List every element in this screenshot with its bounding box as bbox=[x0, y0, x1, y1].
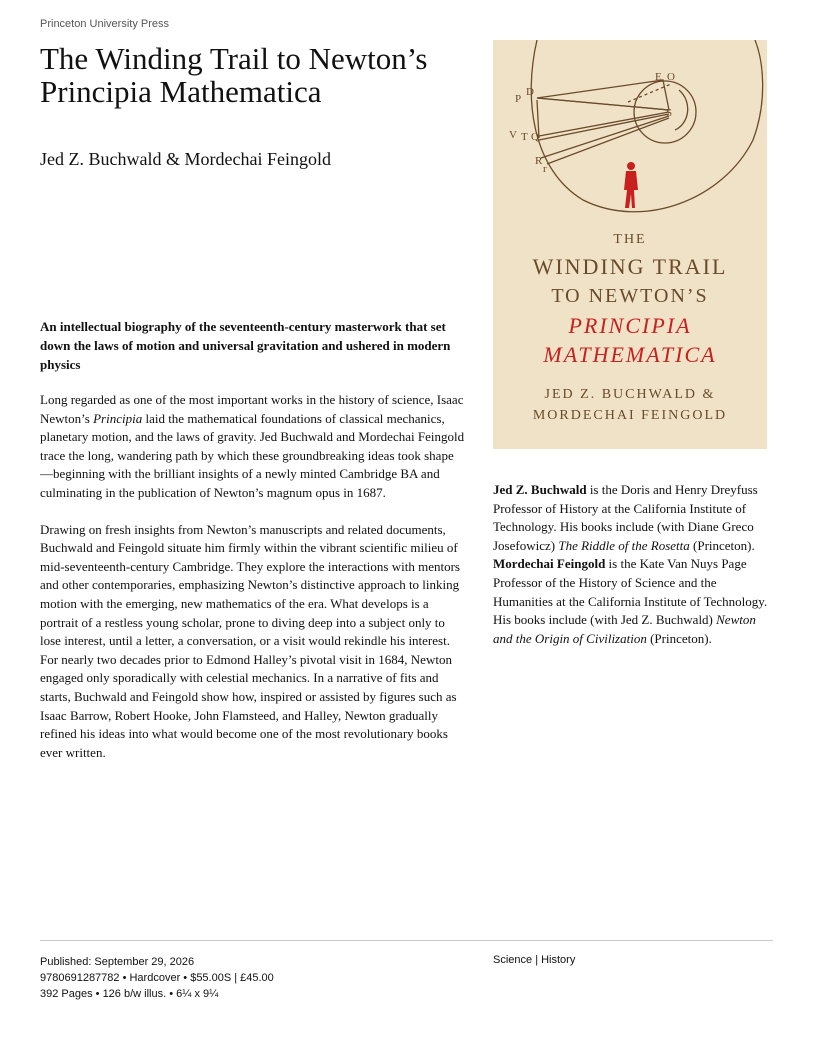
principia-italic: Principia bbox=[93, 410, 143, 426]
cover-label-o: O bbox=[667, 71, 675, 83]
book-authors: Jed Z. Buchwald & Mordechai Feingold bbox=[40, 149, 331, 169]
book-description bbox=[40, 391, 465, 780]
cover-title-line-3: PRINCIPIA bbox=[568, 313, 692, 338]
book-title: The Winding Trail to Newton’s Principia Mathematica bbox=[40, 41, 428, 109]
cover-the: THE bbox=[613, 232, 647, 247]
walking-figure-icon bbox=[624, 162, 638, 208]
cover-title-line-4: MATHEMATICA bbox=[543, 342, 717, 367]
publication-details bbox=[40, 954, 274, 1002]
orbit-diagram bbox=[493, 40, 767, 230]
publication-date: Published: September 29, 2026 bbox=[40, 956, 195, 968]
cover-title-line-1: WINDING TRAIL bbox=[532, 254, 728, 279]
book-title-2: Newton and the Origin of Civilization bbox=[493, 612, 756, 646]
description-paragraph-1: Long regarded as one of the most important works in the history of science, Isaac Newton’s Principia laid the mathematical foundations of classical mechanics, planetary motion, and the laws of gravity. Jed Buchwald and Mordechai Feingold trace the long, wandering path by which these groundbreaking ideas took shape—beginning with the brilliant insights of a newly minted Cambridge BA and culminating in the publication of Newton’s magnum opus in 1687. bbox=[40, 392, 465, 500]
subject-categories: Science | History bbox=[493, 954, 576, 966]
book-subtitle: An intellectual biography of the seventeenth-century masterwork that set down the laws of motion and universal gravitation and ushered in modern physics bbox=[40, 319, 451, 372]
cover-label-q: Q bbox=[531, 131, 539, 143]
cover-label-e: E bbox=[655, 71, 662, 83]
cover-title-line-2: TO NEWTON’S bbox=[551, 285, 709, 307]
cover-label-d: D bbox=[526, 86, 534, 98]
cover-label-v: V bbox=[509, 129, 517, 141]
cover-label-s: S bbox=[666, 107, 673, 119]
description-paragraph-2: Drawing on fresh insights from Newton’s manuscripts and related documents, Buchwald and Feingold situate him firmly within the vibrant scientific milieu of mid-seventeenth-century Cambridge. They explore the interactions with mentors and other contemporaries, emphasizing Newton’s distinctive approach to linking motion with the emerging, new mathematics of the era. What develops is a portrait of a restless young scholar, prone to diving deep into a subject only to lose interest, until a letter, a conversation, or a visit would rekindle his interest. For nearly two decades prior to Edmond Halley’s pivotal visit in 1684, Newton engaged only sporadically with celestial mechanics. In a narrative of fits and starts, Buchwald and Feingold show how, inspired or assisted by figures such as Isaac Barrow, Robert Hooke, John Flamsteed, and Halley, Newton gradually refined his ideas into what would become one of the most revolutionary books ever written. bbox=[40, 521, 460, 760]
author-name-2: Mordechai Feingold bbox=[493, 556, 606, 572]
page-count: 392 Pages • 126 b/w illus. • 6¼ x 9¼ bbox=[40, 988, 219, 1000]
footer-divider bbox=[40, 940, 773, 941]
cover-author-2: MORDECHAI FEINGOLD bbox=[532, 408, 728, 423]
author-bio: Jed Z. Buchwald is the Doris and Henry Dreyfuss Professor of History at the California Institute of Technology. His books include (with Diane Greco Josefowicz) The Riddle of the Rosetta (Princeton). Mordechai Feingold is the Kate Van Nuys Page Professor of the History of Science and the Humanities at the California Institute of Technology. His books include (with Jed Z. Buchwald) Newton and the Origin of Civilization (Princeton). bbox=[493, 482, 768, 646]
book-cover bbox=[493, 40, 767, 449]
publisher-name: Princeton University Press bbox=[40, 18, 169, 30]
author-name-1: Jed Z. Buchwald bbox=[493, 482, 587, 497]
isbn-price: 9780691287782 • Hardcover • $55.00S | £45.00 bbox=[40, 972, 274, 984]
cover-label-r: R bbox=[535, 155, 543, 167]
cover-label-p: P bbox=[515, 93, 522, 105]
cover-label-r-small: r bbox=[543, 163, 547, 175]
cover-author-1: JED Z. BUCHWALD & bbox=[544, 387, 716, 402]
cover-label-t: T bbox=[521, 131, 528, 143]
book-title-1: The Riddle of the Rosetta bbox=[558, 537, 690, 553]
